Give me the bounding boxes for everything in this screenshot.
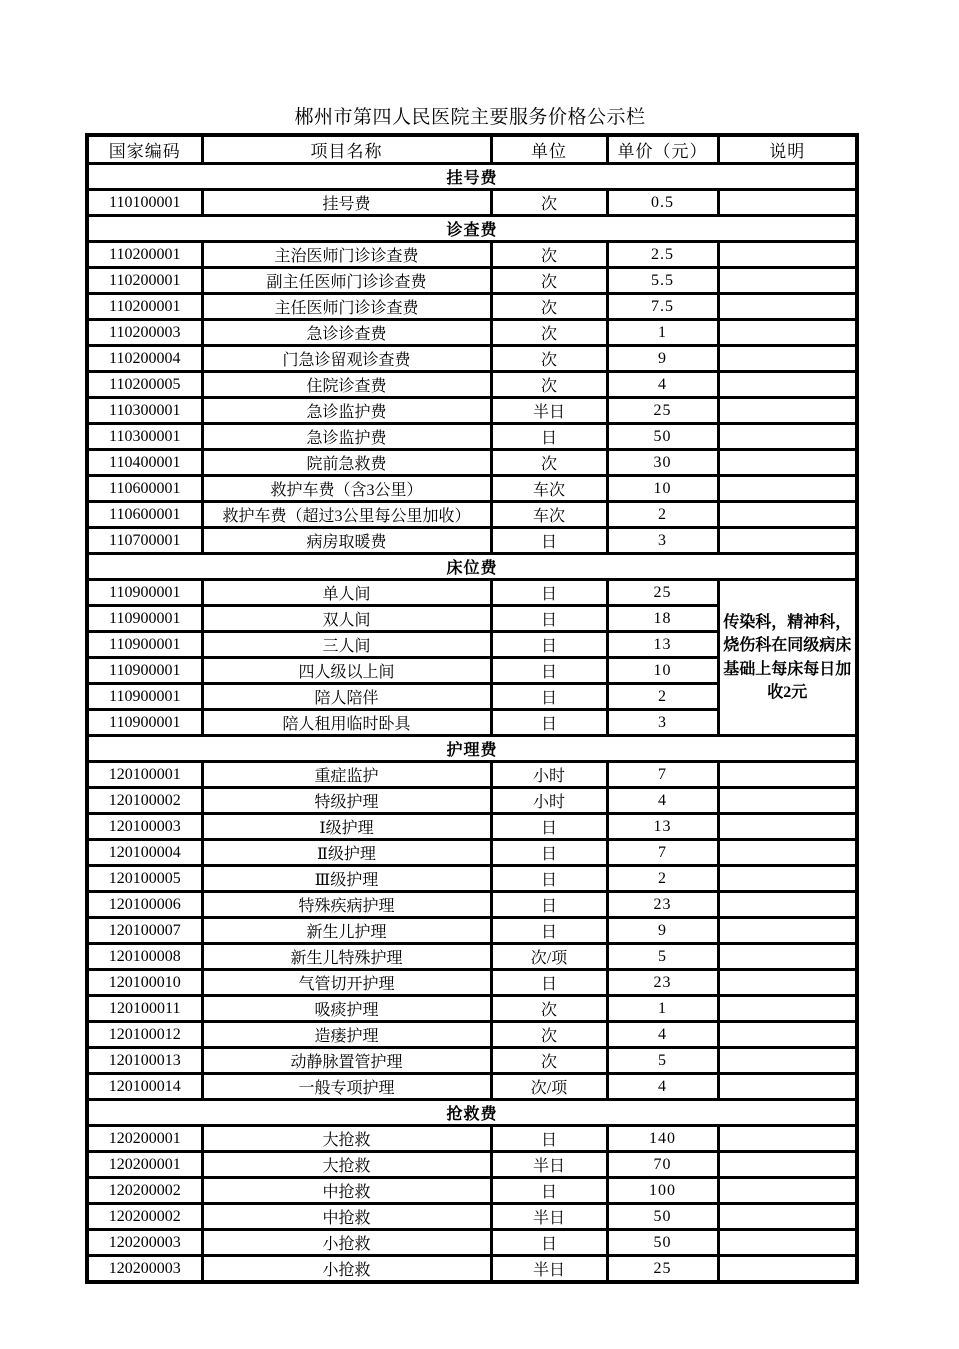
section-title: 床位费 xyxy=(87,554,857,580)
cell-price: 10 xyxy=(607,476,718,502)
table-row xyxy=(87,242,857,268)
cell-code: 110200004 xyxy=(87,346,202,372)
cell-note-empty xyxy=(718,476,857,502)
cell-item-name: 大抢救 xyxy=(202,1152,491,1178)
cell-price: 2 xyxy=(607,684,718,710)
price-table xyxy=(85,133,859,1284)
cell-price: 7 xyxy=(607,840,718,866)
cell-unit: 半日 xyxy=(491,1204,607,1230)
table-row xyxy=(87,1204,857,1230)
cell-code: 120100001 xyxy=(87,762,202,788)
cell-unit: 次 xyxy=(491,346,607,372)
cell-unit: 次 xyxy=(491,996,607,1022)
cell-code: 120100014 xyxy=(87,1074,202,1100)
price-sheet xyxy=(85,104,855,1284)
cell-code: 120200001 xyxy=(87,1152,202,1178)
cell-item-name: 副主任医师门诊诊查费 xyxy=(202,268,491,294)
cell-item-name: 新生儿特殊护理 xyxy=(202,944,491,970)
cell-item-name: 单人间 xyxy=(202,580,491,606)
table-row xyxy=(87,1048,857,1074)
cell-note-empty xyxy=(718,1230,857,1256)
cell-note: 传染科，精神科，烧伤科在同级病床基础上每床每日加收2元 xyxy=(718,580,857,736)
cell-price: 4 xyxy=(607,1022,718,1048)
cell-unit: 次 xyxy=(491,372,607,398)
cell-code: 110200001 xyxy=(87,268,202,294)
section-row xyxy=(87,736,857,762)
cell-price: 18 xyxy=(607,606,718,632)
cell-unit: 日 xyxy=(491,892,607,918)
cell-note-empty xyxy=(718,346,857,372)
table-row xyxy=(87,320,857,346)
cell-unit: 日 xyxy=(491,814,607,840)
cell-item-name: 急诊监护费 xyxy=(202,424,491,450)
cell-code: 110900001 xyxy=(87,710,202,736)
cell-price: 0.5 xyxy=(607,190,718,216)
cell-unit: 日 xyxy=(491,840,607,866)
cell-note-empty xyxy=(718,502,857,528)
section-row xyxy=(87,164,857,190)
cell-price: 140 xyxy=(607,1126,718,1152)
table-row xyxy=(87,866,857,892)
cell-price: 13 xyxy=(607,814,718,840)
cell-price: 5 xyxy=(607,944,718,970)
cell-note-empty xyxy=(718,970,857,996)
cell-code: 110900001 xyxy=(87,606,202,632)
cell-item-name: 住院诊查费 xyxy=(202,372,491,398)
cell-code: 110300001 xyxy=(87,424,202,450)
table-row xyxy=(87,762,857,788)
cell-unit: 小时 xyxy=(491,762,607,788)
table-row xyxy=(87,190,857,216)
cell-item-name: 中抢救 xyxy=(202,1204,491,1230)
table-row xyxy=(87,1230,857,1256)
cell-code: 120100007 xyxy=(87,918,202,944)
cell-unit: 日 xyxy=(491,866,607,892)
cell-item-name: 特殊疾病护理 xyxy=(202,892,491,918)
table-row xyxy=(87,944,857,970)
cell-note-empty xyxy=(718,268,857,294)
cell-unit: 日 xyxy=(491,424,607,450)
cell-price: 2 xyxy=(607,502,718,528)
cell-item-name: 陪人租用临时卧具 xyxy=(202,710,491,736)
cell-unit: 车次 xyxy=(491,502,607,528)
cell-note-empty xyxy=(718,190,857,216)
cell-note-empty xyxy=(718,372,857,398)
table-row xyxy=(87,1126,857,1152)
cell-price: 3 xyxy=(607,710,718,736)
cell-unit: 半日 xyxy=(491,398,607,424)
column-header-item: 项目名称 xyxy=(202,135,491,164)
cell-code: 110900001 xyxy=(87,632,202,658)
cell-price: 2 xyxy=(607,866,718,892)
cell-code: 120100011 xyxy=(87,996,202,1022)
cell-code: 120100012 xyxy=(87,1022,202,1048)
table-row xyxy=(87,450,857,476)
cell-price: 3 xyxy=(607,528,718,554)
cell-code: 120100002 xyxy=(87,788,202,814)
cell-item-name: 四人级以上间 xyxy=(202,658,491,684)
cell-note-empty xyxy=(718,788,857,814)
cell-note-empty xyxy=(718,762,857,788)
price-table-body xyxy=(87,164,857,1283)
cell-price: 23 xyxy=(607,892,718,918)
cell-code: 120100005 xyxy=(87,866,202,892)
cell-code: 120200003 xyxy=(87,1256,202,1283)
cell-price: 50 xyxy=(607,1230,718,1256)
cell-item-name: 一般专项护理 xyxy=(202,1074,491,1100)
cell-note-empty xyxy=(718,1152,857,1178)
cell-code: 110900001 xyxy=(87,658,202,684)
cell-unit: 次/项 xyxy=(491,944,607,970)
cell-price: 70 xyxy=(607,1152,718,1178)
column-header-note: 说明 xyxy=(718,135,857,164)
cell-unit: 次 xyxy=(491,190,607,216)
cell-price: 1 xyxy=(607,996,718,1022)
cell-item-name: 小抢救 xyxy=(202,1230,491,1256)
table-row xyxy=(87,1152,857,1178)
cell-item-name: 陪人陪伴 xyxy=(202,684,491,710)
table-row xyxy=(87,840,857,866)
cell-price: 5.5 xyxy=(607,268,718,294)
cell-unit: 日 xyxy=(491,970,607,996)
cell-price: 13 xyxy=(607,632,718,658)
cell-unit: 日 xyxy=(491,684,607,710)
cell-price: 50 xyxy=(607,424,718,450)
cell-note-empty xyxy=(718,398,857,424)
section-title: 诊查费 xyxy=(87,216,857,242)
cell-code: 120200001 xyxy=(87,1126,202,1152)
cell-item-name: 特级护理 xyxy=(202,788,491,814)
cell-price: 25 xyxy=(607,1256,718,1283)
cell-unit: 次 xyxy=(491,268,607,294)
table-row xyxy=(87,788,857,814)
table-row xyxy=(87,1074,857,1100)
table-row xyxy=(87,1256,857,1283)
cell-item-name: 病房取暖费 xyxy=(202,528,491,554)
cell-note-empty xyxy=(718,814,857,840)
cell-item-name: 气管切开护理 xyxy=(202,970,491,996)
cell-note-empty xyxy=(718,528,857,554)
table-row xyxy=(87,294,857,320)
header-row xyxy=(87,135,857,164)
cell-item-name: 急诊诊查费 xyxy=(202,320,491,346)
column-header-price: 单价（元） xyxy=(607,135,718,164)
table-row xyxy=(87,424,857,450)
cell-code: 120100006 xyxy=(87,892,202,918)
cell-note-empty xyxy=(718,1074,857,1100)
cell-note-empty xyxy=(718,424,857,450)
cell-price: 4 xyxy=(607,372,718,398)
column-header-code: 国家编码 xyxy=(87,135,202,164)
cell-unit: 次 xyxy=(491,320,607,346)
cell-item-name: 吸痰护理 xyxy=(202,996,491,1022)
cell-unit: 次 xyxy=(491,450,607,476)
cell-note-empty xyxy=(718,866,857,892)
cell-item-name: 大抢救 xyxy=(202,1126,491,1152)
cell-unit: 次 xyxy=(491,242,607,268)
cell-code: 120200003 xyxy=(87,1230,202,1256)
cell-unit: 日 xyxy=(491,918,607,944)
table-row xyxy=(87,1178,857,1204)
cell-item-name: 主治医师门诊诊查费 xyxy=(202,242,491,268)
table-row xyxy=(87,996,857,1022)
cell-code: 110200003 xyxy=(87,320,202,346)
cell-price: 7 xyxy=(607,762,718,788)
cell-note-empty xyxy=(718,1178,857,1204)
cell-unit: 次 xyxy=(491,1022,607,1048)
cell-price: 9 xyxy=(607,918,718,944)
cell-item-name: 主任医师门诊诊查费 xyxy=(202,294,491,320)
section-row xyxy=(87,216,857,242)
cell-price: 5 xyxy=(607,1048,718,1074)
cell-item-name: 动静脉置管护理 xyxy=(202,1048,491,1074)
cell-unit: 日 xyxy=(491,1178,607,1204)
cell-note-empty xyxy=(718,944,857,970)
cell-unit: 半日 xyxy=(491,1256,607,1283)
cell-code: 110300001 xyxy=(87,398,202,424)
cell-item-name: 重症监护 xyxy=(202,762,491,788)
table-row xyxy=(87,918,857,944)
cell-unit: 日 xyxy=(491,1230,607,1256)
cell-note-empty xyxy=(718,1256,857,1283)
table-row xyxy=(87,268,857,294)
cell-item-name: Ⅱ级护理 xyxy=(202,840,491,866)
cell-note-empty xyxy=(718,320,857,346)
cell-price: 1 xyxy=(607,320,718,346)
cell-item-name: 造瘘护理 xyxy=(202,1022,491,1048)
cell-code: 110900001 xyxy=(87,580,202,606)
cell-note-empty xyxy=(718,1048,857,1074)
cell-unit: 次 xyxy=(491,1048,607,1074)
cell-code: 120100010 xyxy=(87,970,202,996)
cell-price: 25 xyxy=(607,398,718,424)
cell-item-name: 双人间 xyxy=(202,606,491,632)
cell-item-name: 三人间 xyxy=(202,632,491,658)
cell-item-name: 急诊监护费 xyxy=(202,398,491,424)
cell-code: 120100003 xyxy=(87,814,202,840)
cell-unit: 日 xyxy=(491,580,607,606)
table-row xyxy=(87,346,857,372)
section-title: 挂号费 xyxy=(87,164,857,190)
table-row xyxy=(87,892,857,918)
section-title: 抢救费 xyxy=(87,1100,857,1126)
cell-unit: 次 xyxy=(491,294,607,320)
cell-price: 50 xyxy=(607,1204,718,1230)
cell-note-empty xyxy=(718,1022,857,1048)
cell-price: 25 xyxy=(607,580,718,606)
cell-code: 110600001 xyxy=(87,502,202,528)
table-row xyxy=(87,970,857,996)
cell-item-name: 救护车费（含3公里） xyxy=(202,476,491,502)
section-row xyxy=(87,1100,857,1126)
cell-unit: 日 xyxy=(491,1126,607,1152)
cell-code: 120200002 xyxy=(87,1204,202,1230)
page-title: 郴州市第四人民医院主要服务价格公示栏 xyxy=(294,107,646,128)
cell-note-empty xyxy=(718,840,857,866)
cell-price: 9 xyxy=(607,346,718,372)
cell-price: 30 xyxy=(607,450,718,476)
cell-unit: 小时 xyxy=(491,788,607,814)
table-row xyxy=(87,814,857,840)
table-row xyxy=(87,372,857,398)
cell-note-empty xyxy=(718,996,857,1022)
table-row xyxy=(87,476,857,502)
cell-item-name: 新生儿护理 xyxy=(202,918,491,944)
cell-price: 100 xyxy=(607,1178,718,1204)
cell-note-empty xyxy=(718,450,857,476)
cell-code: 110200001 xyxy=(87,294,202,320)
cell-code: 120200002 xyxy=(87,1178,202,1204)
cell-unit: 次/项 xyxy=(491,1074,607,1100)
cell-code: 120100004 xyxy=(87,840,202,866)
table-row xyxy=(87,1022,857,1048)
cell-note-empty xyxy=(718,918,857,944)
cell-note-empty xyxy=(718,242,857,268)
cell-note-empty xyxy=(718,1126,857,1152)
cell-unit: 日 xyxy=(491,710,607,736)
cell-code: 110700001 xyxy=(87,528,202,554)
cell-unit: 车次 xyxy=(491,476,607,502)
cell-note-empty xyxy=(718,892,857,918)
cell-price: 2.5 xyxy=(607,242,718,268)
cell-unit: 日 xyxy=(491,606,607,632)
cell-price: 23 xyxy=(607,970,718,996)
cell-code: 110200005 xyxy=(87,372,202,398)
cell-item-name: 院前急救费 xyxy=(202,450,491,476)
section-row xyxy=(87,554,857,580)
cell-item-name: 门急诊留观诊查费 xyxy=(202,346,491,372)
cell-item-name: 救护车费（超过3公里每公里加收） xyxy=(202,502,491,528)
column-header-unit: 单位 xyxy=(491,135,607,164)
cell-note-empty xyxy=(718,294,857,320)
cell-note-empty xyxy=(718,1204,857,1230)
cell-unit: 日 xyxy=(491,528,607,554)
section-title: 护理费 xyxy=(87,736,857,762)
cell-item-name: 小抢救 xyxy=(202,1256,491,1283)
cell-code: 110100001 xyxy=(87,190,202,216)
cell-code: 110400001 xyxy=(87,450,202,476)
table-row xyxy=(87,528,857,554)
cell-code: 110600001 xyxy=(87,476,202,502)
cell-unit: 半日 xyxy=(491,1152,607,1178)
cell-item-name: 挂号费 xyxy=(202,190,491,216)
cell-code: 120100008 xyxy=(87,944,202,970)
cell-unit: 日 xyxy=(491,632,607,658)
table-row xyxy=(87,398,857,424)
table-row xyxy=(87,580,857,606)
cell-item-name: Ⅲ级护理 xyxy=(202,866,491,892)
cell-price: 4 xyxy=(607,1074,718,1100)
cell-code: 120100013 xyxy=(87,1048,202,1074)
cell-price: 10 xyxy=(607,658,718,684)
cell-code: 110200001 xyxy=(87,242,202,268)
cell-item-name: Ⅰ级护理 xyxy=(202,814,491,840)
cell-code: 110900001 xyxy=(87,684,202,710)
cell-item-name: 中抢救 xyxy=(202,1178,491,1204)
cell-price: 7.5 xyxy=(607,294,718,320)
cell-price: 4 xyxy=(607,788,718,814)
table-row xyxy=(87,502,857,528)
cell-unit: 日 xyxy=(491,658,607,684)
